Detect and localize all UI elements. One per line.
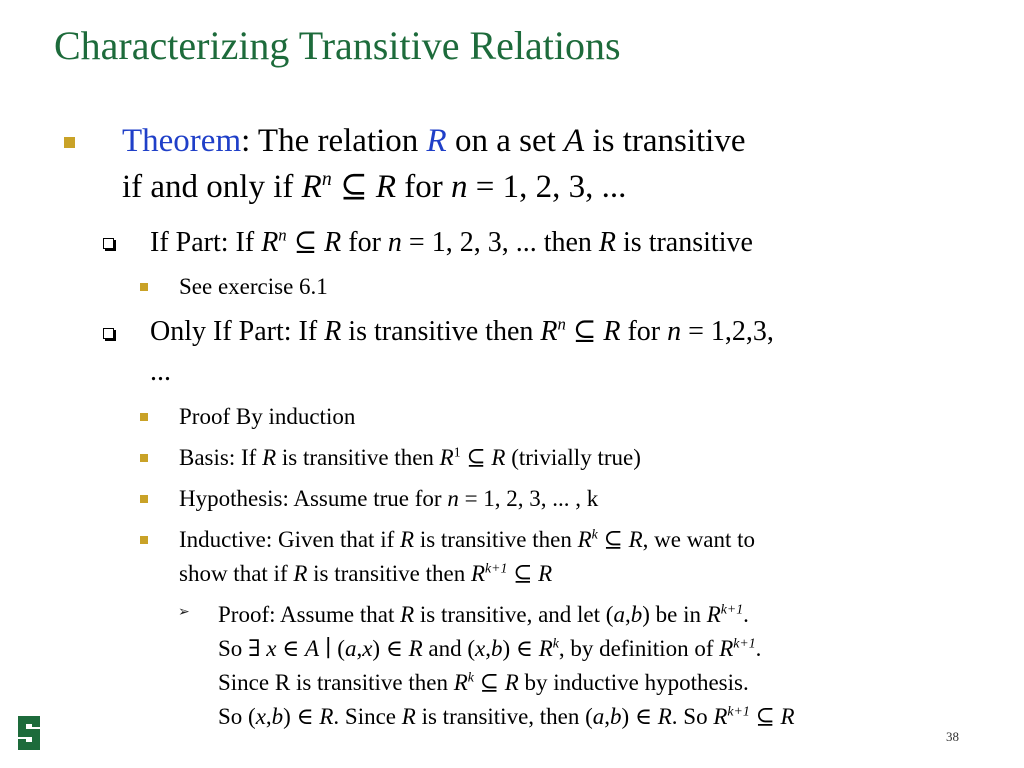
proof-line-4: So (x,b) ∈ R. Since R is transitive, then (a,b) ∈ R. So $R^{k+1}$ ⊆ R <box>218 703 795 729</box>
bullet-square <box>140 495 148 503</box>
hypothesis-line: Hypothesis: Assume true for n = 1, 2, 3, ... , k <box>179 486 599 511</box>
see-exercise-line: See exercise 6.1 <box>179 274 328 299</box>
bullet-square <box>140 454 148 462</box>
only-if-part-line-2: ... <box>150 356 171 387</box>
slide-title: Characterizing Transitive Relations <box>54 23 621 68</box>
bullet-square <box>64 137 75 148</box>
only-if-part-line-1: Only If Part: If R is transitive then $R^n$ ⊆ R for n = 1,2,3, <box>150 314 774 347</box>
arrow-bullet-icon: ➢ <box>178 604 190 620</box>
bullet-square <box>140 536 148 544</box>
spartan-s-logo <box>14 714 44 752</box>
bullet-hollow-square <box>103 238 114 249</box>
if-part-line: If Part: If $R^n$ ⊆ R for n = 1, 2, 3, ... then R is transitive <box>150 225 753 258</box>
basis-line: Basis: If R is transitive then $R^1$ ⊆ R (trivially true) <box>179 444 641 470</box>
inductive-line-1: Inductive: Given that if R is transitive then $R^k$ ⊆ R, we want to <box>179 526 756 552</box>
theorem-keyword: Theorem <box>122 123 242 159</box>
proof-line-3: Since R is transitive then $R^k$ ⊆ R by inductive hypothesis. <box>218 669 749 695</box>
theorem-line-1: Theorem: The relation R on a set A is transitive <box>122 123 746 159</box>
bullet-square <box>140 283 148 291</box>
proof-by-induction-line: Proof By induction <box>179 404 356 429</box>
inductive-line-2: show that if R is transitive then $R^{k+1}$ ⊆ R <box>179 560 553 586</box>
proof-line-1: Proof: Assume that R is transitive, and let (a,b) be in $R^{k+1}$. <box>218 601 749 627</box>
theorem-line-2: if and only if $R^n$ ⊆ R for n = 1, 2, 3, ... <box>122 168 627 205</box>
bullet-square <box>140 413 148 421</box>
proof-line-2: So ∃ x ∈ A ∣ (a,x) ∈ R and (x,b) ∈ $R^k$, by definition of $R^{k+1}$. <box>218 635 762 661</box>
bullet-hollow-square <box>103 328 114 339</box>
page-number: 38 <box>946 729 959 744</box>
